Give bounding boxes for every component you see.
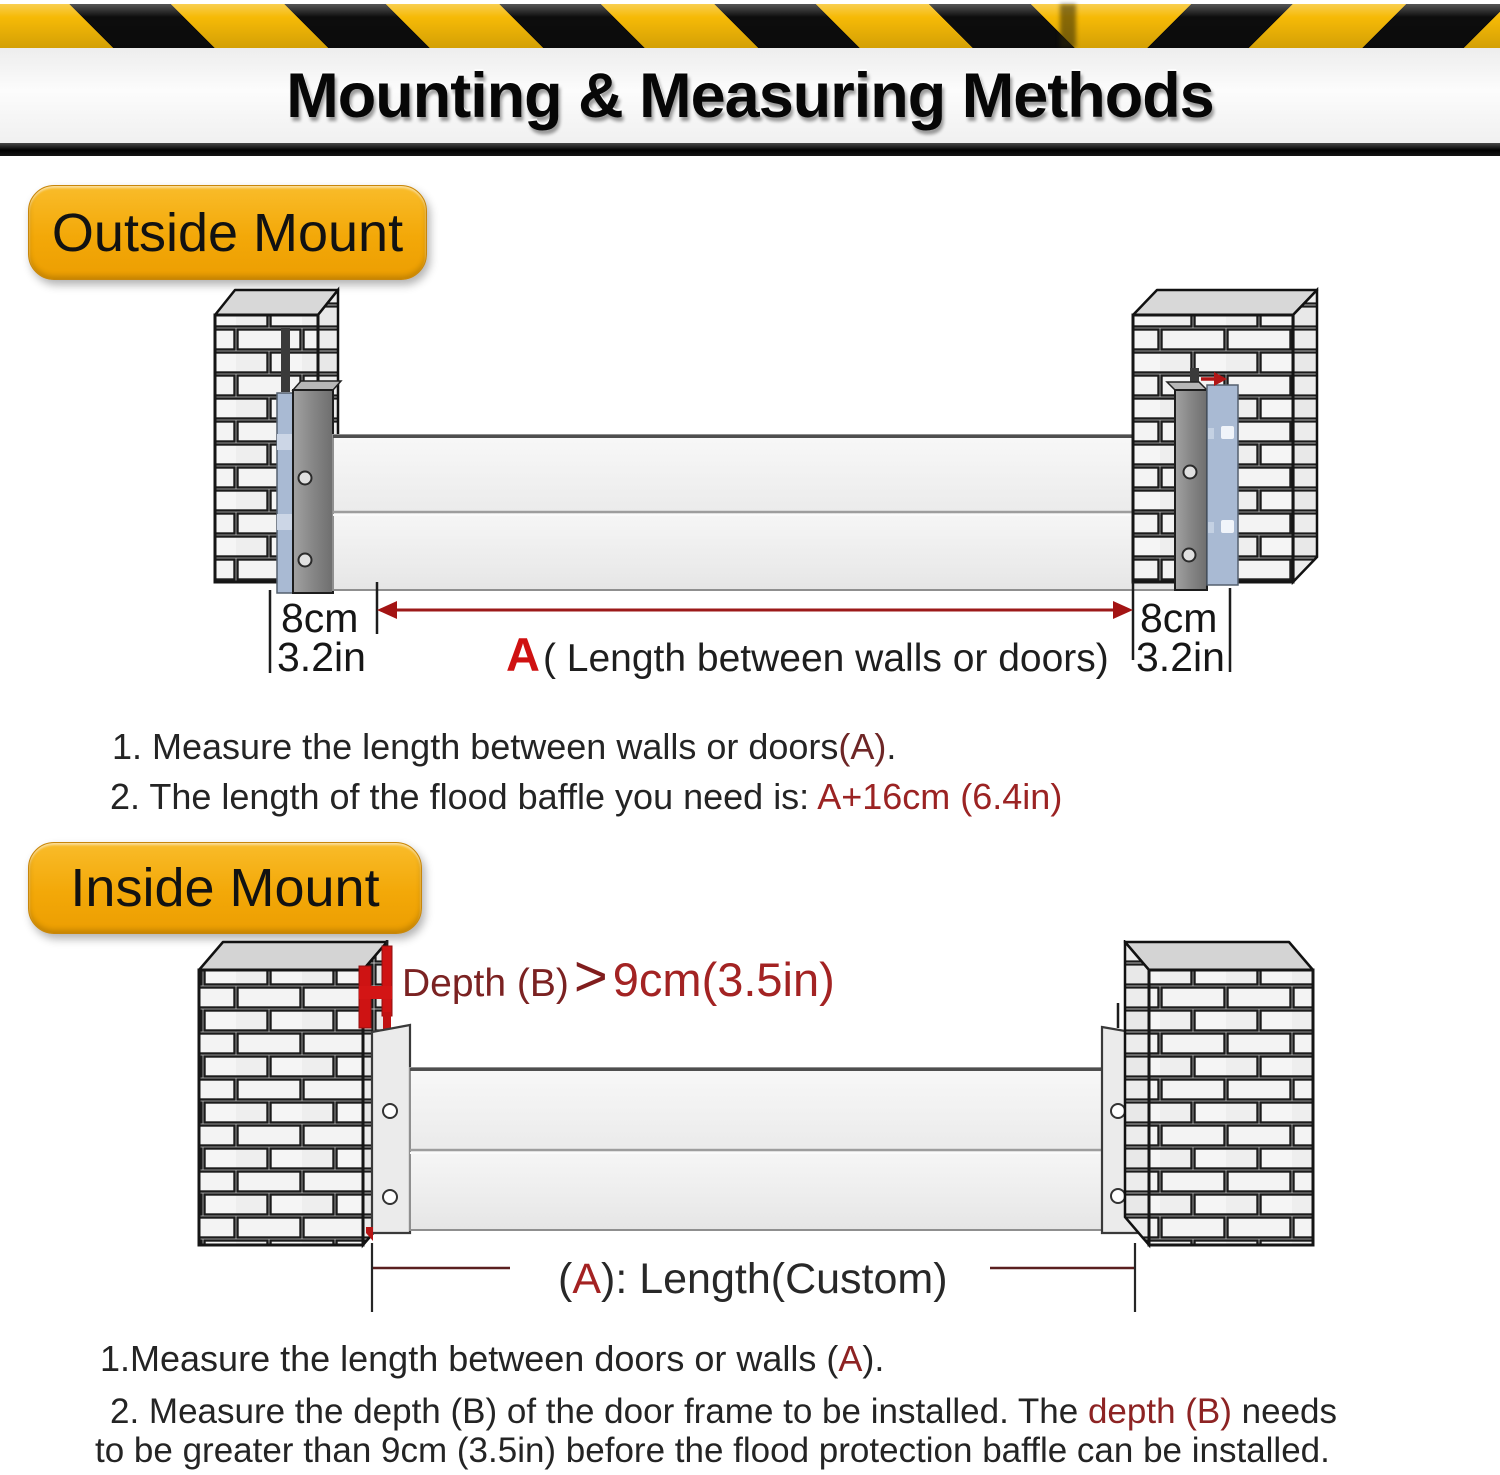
length-label-paren: ( (558, 1255, 573, 1303)
screw-hole (383, 1104, 397, 1118)
inside-right-pillar (1125, 942, 1313, 1245)
screw-hole (299, 554, 312, 567)
step-text: . (886, 726, 897, 767)
length-label-text: ): Length(Custom) (601, 1255, 948, 1303)
depth-label: Depth (B) (402, 962, 569, 1005)
inside-left-bracket (366, 1025, 410, 1241)
depth-value: 9cm(3.5in) (612, 953, 835, 1006)
inside-length-label (558, 1255, 948, 1304)
outside-mount-badge (28, 185, 427, 280)
screw-hole (1184, 466, 1197, 479)
outside-left-bracket (277, 381, 341, 593)
step-text: 1.Measure the length between doors or walls ( (100, 1338, 839, 1379)
depth-annotation (402, 944, 835, 1009)
step-accent: depth (B) (1087, 1392, 1232, 1431)
screw-hole (383, 1190, 397, 1204)
outside-right-bracket (1167, 372, 1238, 590)
step-text: 2. The length of the flood baffle you need is: (110, 776, 818, 817)
outside-step-1 (112, 726, 896, 768)
inside-mount-badge (28, 842, 422, 934)
outside-left-dim-in: 3.2in (277, 634, 366, 680)
step-text: 1. Measure the length between walls or doors (112, 726, 839, 767)
outside-mount-badge-label: Outside Mount (51, 202, 404, 263)
mount-slot (281, 328, 290, 392)
caution-stripe-right (1078, 4, 1500, 48)
step-text: ). (862, 1338, 885, 1379)
length-label-accent: A (572, 1255, 602, 1303)
outside-left-dim-cm: 8cm (281, 595, 359, 641)
step-accent: A (838, 1338, 863, 1379)
screw-hole (1111, 1104, 1125, 1118)
span-label-accent: A (506, 628, 540, 681)
caution-stripe-seam (1060, 4, 1076, 48)
step-accent: A+16cm (6.4in) (817, 776, 1063, 817)
screw-hole (1183, 549, 1196, 562)
inside-mount-badge-label: Inside Mount (70, 858, 380, 918)
page-title: Mounting & Measuring Methods (286, 60, 1214, 131)
header-divider-bar (0, 143, 1500, 156)
outside-step-2 (110, 776, 1062, 818)
inside-step-1 (100, 1338, 884, 1380)
screw-hole (1111, 1189, 1125, 1203)
step-accent: (A) (838, 726, 887, 767)
step-text: needs (1231, 1392, 1338, 1431)
inside-step-2-continued: to be greater than 9cm (3.5in) before the flood protection baffle can be installed. (95, 1431, 1330, 1470)
inside-flood-baffle-panel (410, 1068, 1102, 1230)
outside-right-dim-cm: 8cm (1140, 595, 1218, 641)
outside-flood-baffle-panel (333, 435, 1175, 590)
outside-span-label (506, 627, 1109, 682)
inside-step-2 (110, 1392, 1337, 1432)
outside-right-dim-in: 3.2in (1136, 634, 1225, 680)
screw-hole (299, 472, 312, 485)
step-text: 2. Measure the depth (B) of the door frame to be installed. The (110, 1392, 1088, 1431)
span-label-text: ( Length between walls or doors) (542, 637, 1109, 680)
caution-stripe-left (0, 4, 1078, 48)
length-double-arrow-icon (377, 601, 1133, 619)
greater-than-symbol: > (573, 944, 608, 1009)
title-band (0, 48, 1500, 143)
